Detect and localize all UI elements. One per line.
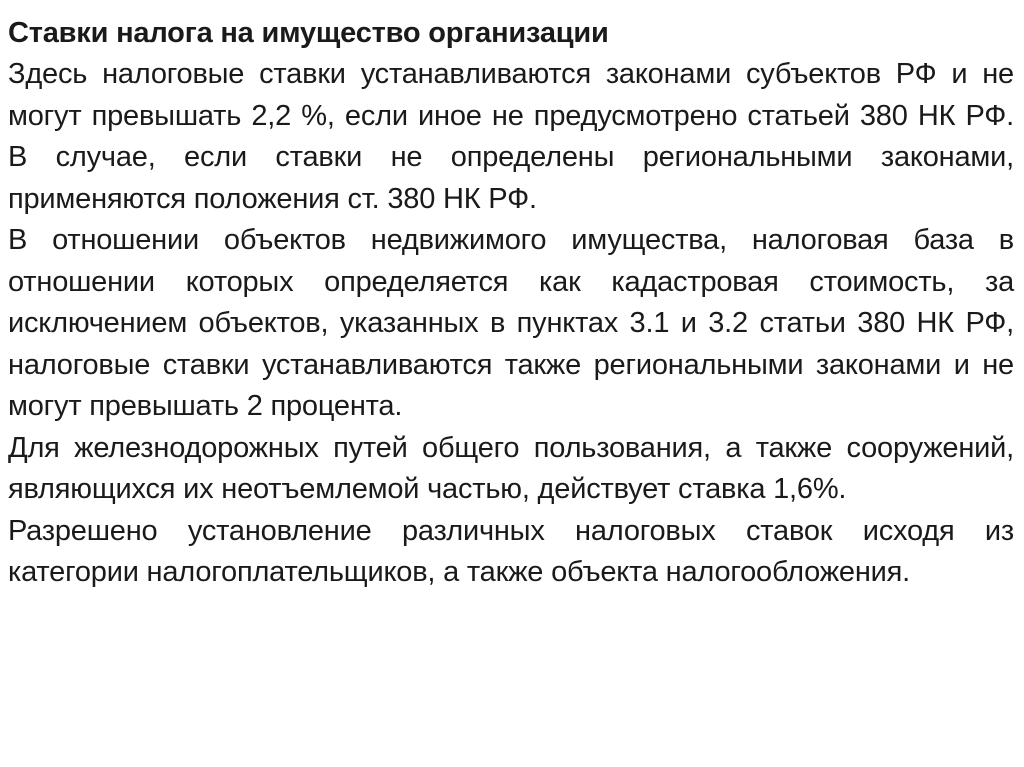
paragraph-railways: Для железнодорожных путей общего пользования, а также сооружений, являющихся их неотъемлемой частью, действует ставка 1,6%. [8,431,1014,505]
paragraph-differentiated-rates: Разрешено установление различных налоговых ставок исходя из категории налогоплательщиков, а также объекта налогообложения. [8,514,1014,588]
paragraph-cadastral-value: В отношении объектов недвижимого имущества, налоговая база в отношении которых определяется как кадастровая стоимость, за исключением объектов, указанных в пунктах 3.1 и 3.2 статьи 380 НК РФ, налоговые ставки устанавливаются также региональными законами и не могут превышать 2 процента. [8,224,1014,422]
paragraph-tax-rates: Здесь налоговые ставки устанавливаются законами субъектов РФ и не могут превышать 2,2 %, если иное не предусмотрено статьей 380 НК РФ. В случае, если ставки не определены региональными законами, применяются положения ст. 380 НК РФ. [8,58,1014,215]
slide-title: Ставки налога на имущество организации [8,17,609,49]
